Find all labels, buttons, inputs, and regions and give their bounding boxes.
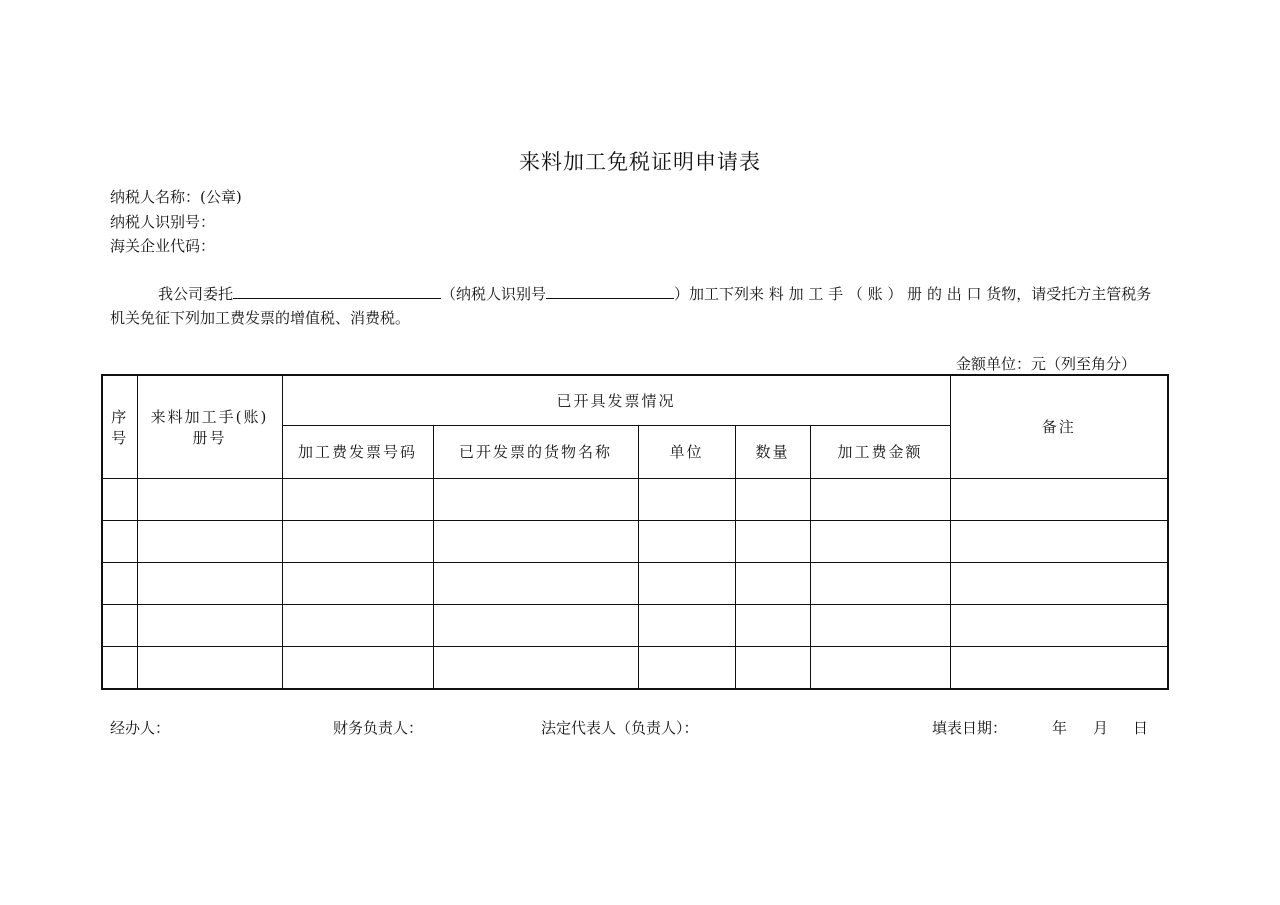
table-cell[interactable] [950, 604, 1168, 646]
statement-line-1 [158, 283, 1151, 304]
finance-head-label: 财务负责人： [333, 719, 424, 737]
table-cell[interactable] [950, 478, 1168, 520]
table-cell[interactable] [638, 646, 735, 689]
handler-label: 经办人： [110, 719, 171, 737]
table-cell[interactable] [735, 646, 810, 689]
table-cell[interactable] [950, 646, 1168, 689]
table-cell[interactable] [282, 520, 433, 562]
table-cell[interactable] [282, 478, 433, 520]
table-cell[interactable] [810, 604, 950, 646]
table-cell[interactable] [735, 604, 810, 646]
table-row [102, 646, 1168, 689]
legal-rep-label: 法定代表人（负责人）： [541, 719, 699, 737]
table-cell[interactable] [137, 646, 282, 689]
header-seq-line2: 号 [111, 428, 129, 447]
table-cell[interactable] [282, 604, 433, 646]
header-invoice-group: 已开具发票情况 [282, 375, 950, 425]
header-quantity: 数量 [735, 425, 810, 478]
table-cell[interactable] [810, 562, 950, 604]
table-cell[interactable] [137, 604, 282, 646]
header-manual-line1: 来料加工手(账) [150, 407, 269, 426]
table-cell[interactable] [137, 520, 282, 562]
table-cell[interactable] [102, 520, 137, 562]
statement-part-2: （纳税人识别号 [441, 285, 547, 303]
table-cell[interactable] [102, 646, 137, 689]
table-cell[interactable] [137, 562, 282, 604]
header-fee-amount: 加工费金额 [810, 425, 950, 478]
table-cell[interactable] [102, 604, 137, 646]
table-row [102, 562, 1168, 604]
page-title: 来料加工免税证明申请表 [519, 150, 761, 174]
header-seq [102, 375, 137, 478]
table-cell[interactable] [735, 520, 810, 562]
table-cell[interactable] [102, 478, 137, 520]
table-cell[interactable] [950, 562, 1168, 604]
customs-code-label: 海关企业代码： [110, 237, 216, 255]
table-cell[interactable] [282, 646, 433, 689]
amount-unit-note: 金额单位：元（列至角分） [956, 355, 1137, 373]
table-row [102, 520, 1168, 562]
table-cell[interactable] [433, 478, 638, 520]
statement-part-1: 我公司委托 [158, 285, 234, 303]
table-cell[interactable] [810, 478, 950, 520]
table-cell[interactable] [735, 478, 810, 520]
statement-part-3: ）加工下列来 料 加 工 手 （ 账 ） 册 的 出 口 货物，请受托方主管税务 [674, 285, 1152, 303]
table-cell[interactable] [735, 562, 810, 604]
table-cell[interactable] [638, 562, 735, 604]
table-cell[interactable] [137, 478, 282, 520]
table-cell[interactable] [433, 520, 638, 562]
header-remark: 备注 [950, 375, 1168, 478]
table-cell[interactable] [638, 478, 735, 520]
fill-date-label: 填表日期： [932, 719, 1008, 737]
table-cell[interactable] [638, 604, 735, 646]
date-day-label: 日 [1133, 719, 1149, 737]
taxpayer-name-label: 纳税人名称：(公章) [110, 188, 242, 206]
date-month-label: 月 [1093, 719, 1109, 737]
table-row [102, 478, 1168, 520]
table-row [102, 604, 1168, 646]
header-manual-no [137, 375, 282, 478]
header-manual-line2: 册号 [192, 428, 227, 447]
table-cell[interactable] [810, 520, 950, 562]
taxpayer-id-label: 纳税人识别号： [110, 213, 216, 231]
entrusted-company-blank[interactable] [233, 284, 441, 299]
table-body [102, 478, 1168, 689]
date-year-label: 年 [1052, 719, 1068, 737]
entrusted-tax-id-blank[interactable] [546, 284, 674, 299]
statement-line-2: 机关免征下列加工费发票的增值税、消费税。 [110, 309, 411, 327]
header-goods-name: 已开发票的货物名称 [433, 425, 638, 478]
table-cell[interactable] [282, 562, 433, 604]
header-seq-line1: 序 [111, 407, 129, 426]
table-cell[interactable] [810, 646, 950, 689]
table-cell[interactable] [102, 562, 137, 604]
header-unit: 单位 [638, 425, 735, 478]
table-cell[interactable] [433, 604, 638, 646]
table-cell[interactable] [433, 646, 638, 689]
table-cell[interactable] [638, 520, 735, 562]
invoice-table [101, 374, 1169, 690]
header-invoice-number: 加工费发票号码 [282, 425, 433, 478]
table-cell[interactable] [433, 562, 638, 604]
table-cell[interactable] [950, 520, 1168, 562]
